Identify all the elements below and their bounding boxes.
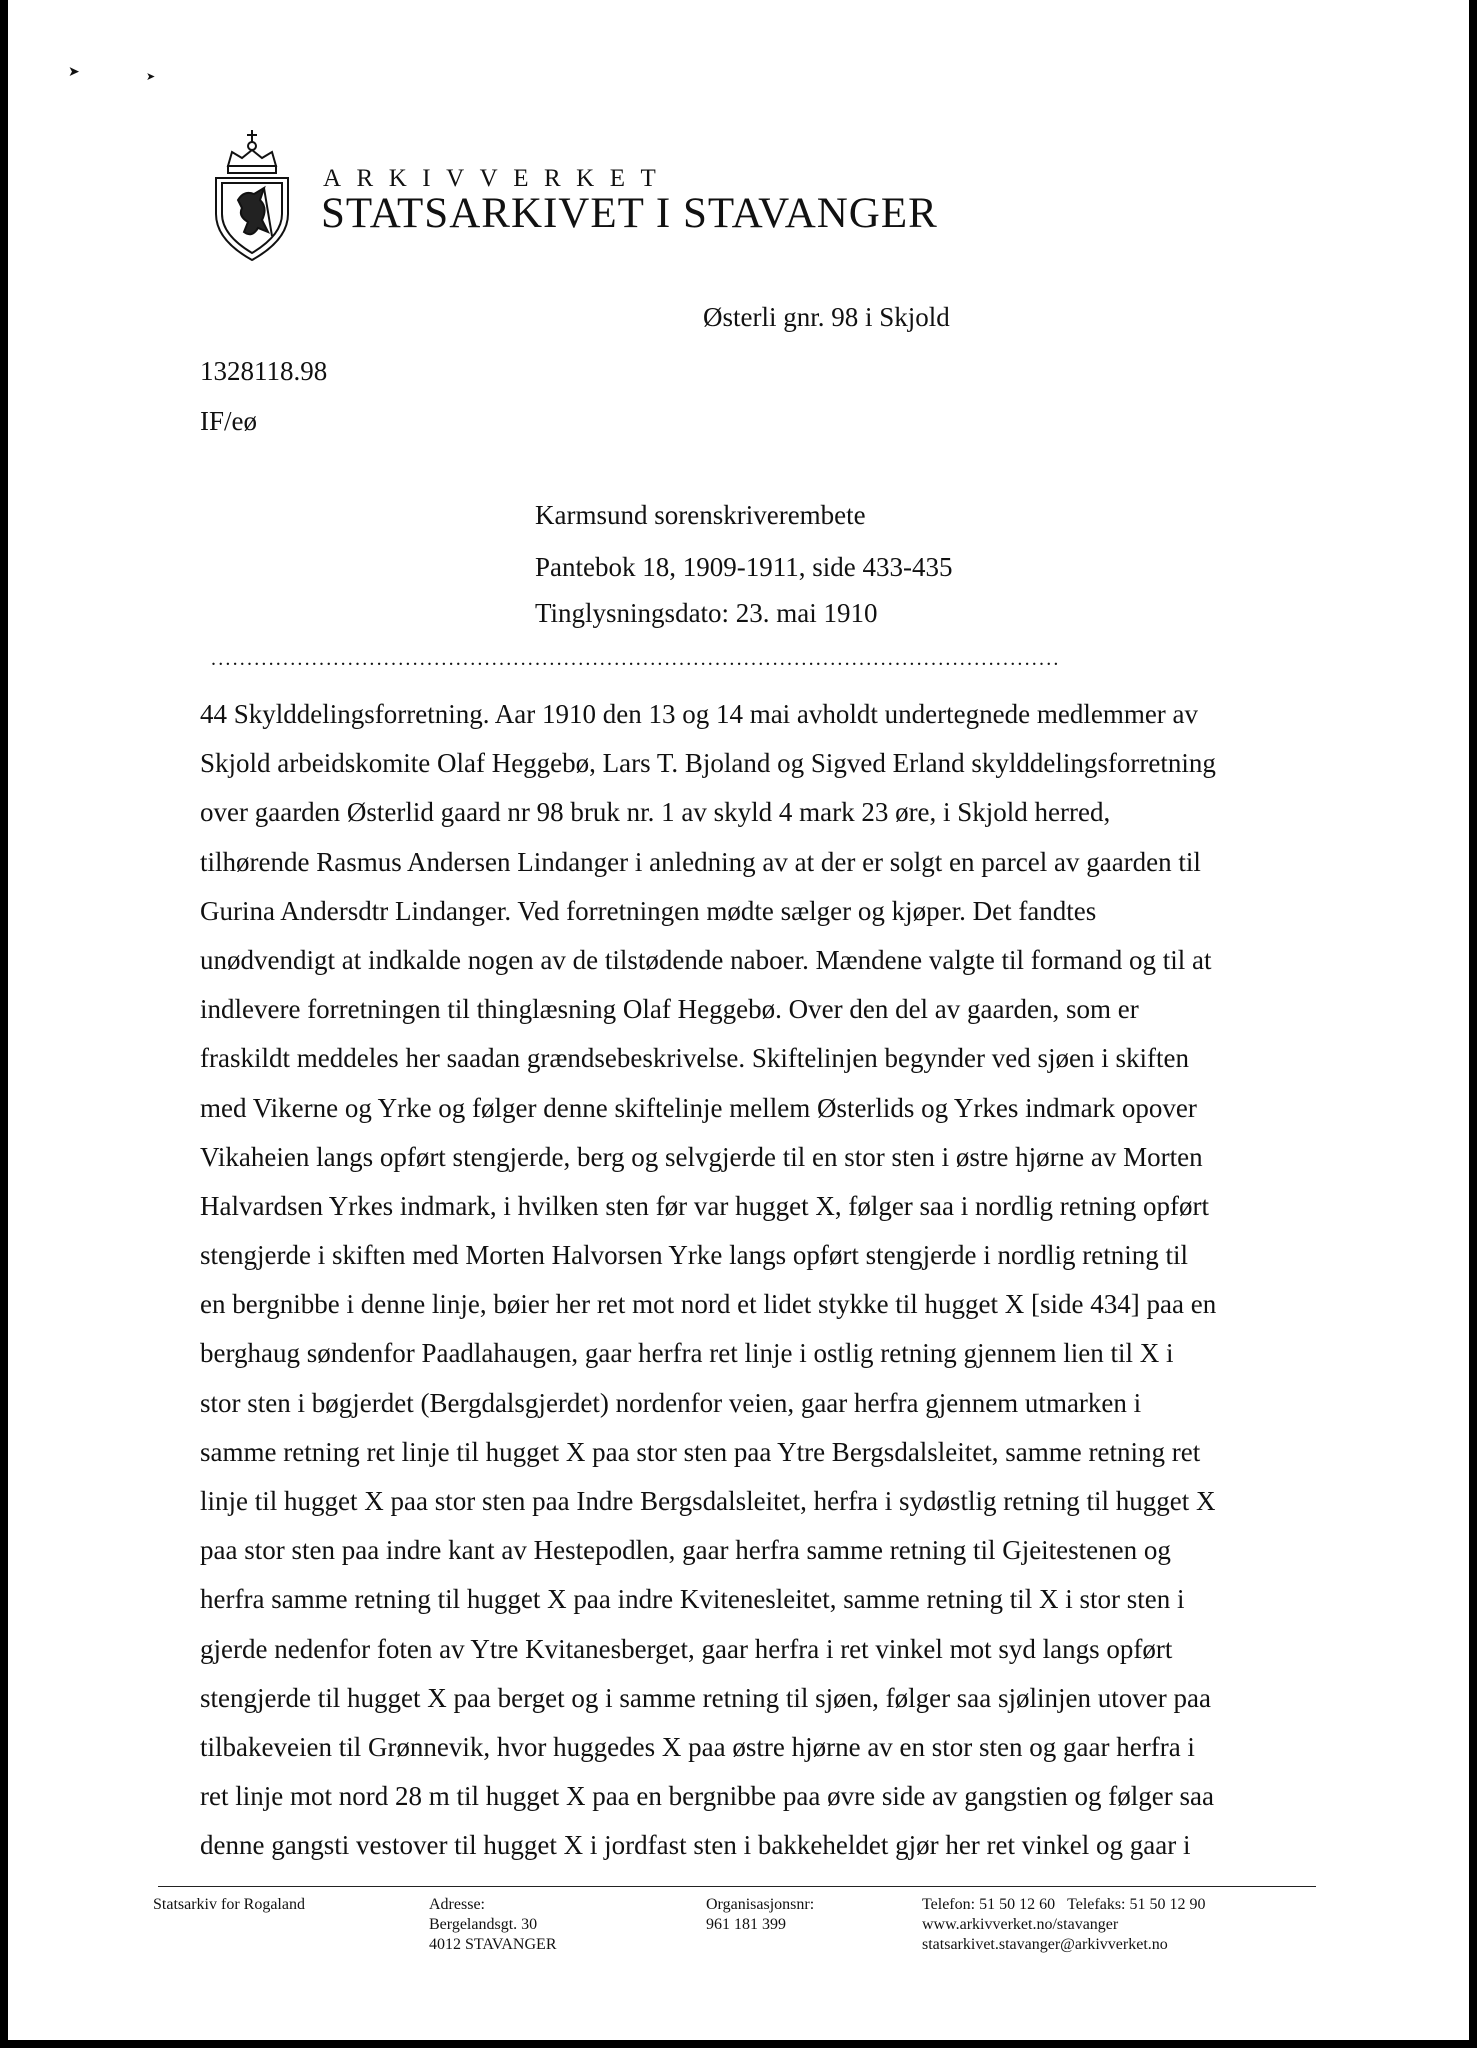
document-subject: Østerli gnr. 98 i Skjold — [703, 302, 950, 332]
body-line: Halvardsen Yrkes indmark, i hvilken sten før var hugget X, følger saa i nordlig retning opført — [200, 1190, 1209, 1221]
body-line: stor sten i bøgjerdet (Bergdalsgjerdet) nordenfor veien, gaar herfra gjennem utmarken i — [200, 1387, 1142, 1418]
body-line: Gurina Andersdtr Lindanger. Ved forretningen mødte sælger og kjøper. Det fandtes — [200, 895, 1097, 926]
body-line: gjerde nedenfor foten av Ytre Kvitanesberget, gaar herfra i ret vinkel mot syd langs opført — [200, 1633, 1173, 1664]
agency-name-large: STATSARKIVET I STAVANGER — [321, 190, 938, 237]
footer-fax: Telefaks: 51 50 12 90 — [1067, 1896, 1206, 1913]
footer-org-label: Organisasjonsnr: — [706, 1896, 815, 1913]
body-line: linje til hugget X paa stor sten paa Indre Bergsdalsleitet, herfra i sydøstlig retning til hugget X — [200, 1486, 1216, 1516]
dotted-separator: ...................................................................................................................... — [211, 648, 1061, 670]
body-line: samme retning ret linje til hugget X paa stor sten paa Ytre Bergsdalsleitet, samme retning ret — [200, 1436, 1201, 1467]
agency-name-small: ARKIVVERKET — [323, 165, 672, 192]
footer-divider — [158, 1886, 1316, 1887]
body-line: tilbakeveien til Grønnevik, hvor huggedes X paa østre hjørne av en stor sten og gaar herfra i — [200, 1731, 1195, 1762]
body-line: herfra samme retning til hugget X paa indre Kvitenesleitet, samme retning til X i stor sten i — [200, 1584, 1185, 1615]
body-line: 44 Skylddelingsforretning. Aar 1910 den 13 og 14 mai avholdt undertegnede medlemmer av — [200, 699, 1199, 729]
footer-address-column — [429, 1895, 556, 1955]
scan-speck-left: ➤ — [68, 64, 80, 80]
footer-address-label: Adresse: — [429, 1896, 485, 1913]
body-line: stengjerde i skiften med Morten Halvorsen Yrke langs opført stengjerde i nordlig retning til — [200, 1240, 1189, 1271]
footer-contact-column — [922, 1895, 1205, 1955]
source-office: Karmsund sorenskriverembete — [535, 500, 866, 530]
footer-email[interactable]: statsarkivet.stavanger@arkivverket.no — [922, 1936, 1168, 1953]
footer-name: Statsarkiv for Rogaland — [153, 1896, 305, 1913]
body-line: med Vikerne og Yrke og følger denne skiftelinje mellem Østerlids og Yrkes indmark opover — [200, 1092, 1197, 1123]
footer-city: 4012 STAVANGER — [429, 1936, 557, 1953]
body-line: stengjerde til hugget X paa berget og i samme retning til sjøen, følger saa sjølinjen utover paa — [200, 1682, 1211, 1713]
footer-phone: Telefon: 51 50 12 60 — [922, 1896, 1056, 1913]
body-line: Vikaheien langs opført stengjerde, berg og selvgjerde til en stor sten i østre hjørne av Morten — [200, 1141, 1203, 1172]
body-line: Skjold arbeidskomite Olaf Heggebø, Lars T. Bjoland og Sigved Erland skylddelingsforretning — [200, 748, 1216, 779]
body-line: en bergnibbe i denne linje, bøier her ret mot nord et lidet stykke til hugget X [side 434] paa en — [200, 1289, 1217, 1320]
footer-org-number: 961 181 399 — [706, 1916, 786, 1933]
body-line: paa stor sten paa indre kant av Hestepodlen, gaar herfra samme retning til Gjeitestenen og — [200, 1535, 1171, 1566]
document-page — [8, 0, 1469, 2040]
scan-speck-right: ➤ — [146, 70, 156, 83]
body-line: fraskildt meddeles her saadan grændsebeskrivelse. Skiftelinjen begynder ved sjøen i skiften — [200, 1043, 1189, 1074]
coat-of-arms-icon — [208, 128, 296, 264]
body-line: over gaarden Østerlid gaard nr 98 bruk nr. 1 av skyld 4 mark 23 øre, i Skjold herred, — [200, 797, 1111, 828]
body-line: denne gangsti vestover til hugget X i jordfast sten i bakkeheldet gjør her ret vinkel og gaar i — [200, 1830, 1191, 1861]
body-line: unødvendigt at indkalde nogen av de tilstødende naboer. Mændene valgte til formand og til at — [200, 944, 1212, 975]
initials: IF/eø — [200, 406, 257, 436]
registration-date: Tinglysningsdato: 23. mai 1910 — [535, 598, 878, 628]
body-line: tilhørende Rasmus Andersen Lindanger i anledning av at der er solgt en parcel av gaarden til — [200, 846, 1201, 877]
body-line: indlevere forretningen til thinglæsning Olaf Heggebø. Over den del av gaarden, som er — [200, 994, 1139, 1025]
body-line: berghaug søndenfor Paadlahaugen, gaar herfra ret linje i ostlig retning gjennem lien til X i — [200, 1338, 1174, 1369]
footer-street: Bergelandsgt. 30 — [429, 1916, 538, 1933]
transcription-body — [200, 690, 1330, 1871]
case-number: 1328118.98 — [200, 356, 328, 386]
footer-phone-row — [922, 1895, 1205, 1915]
footer-name-column — [153, 1895, 305, 1915]
footer-website[interactable]: www.arkivverket.no/stavanger — [922, 1916, 1119, 1933]
source-book: Pantebok 18, 1909-1911, side 433-435 — [535, 552, 953, 582]
footer-org-column — [706, 1895, 814, 1935]
body-line: ret linje mot nord 28 m til hugget X paa en bergnibbe paa øvre side av gangstien og følger saa — [200, 1781, 1214, 1812]
